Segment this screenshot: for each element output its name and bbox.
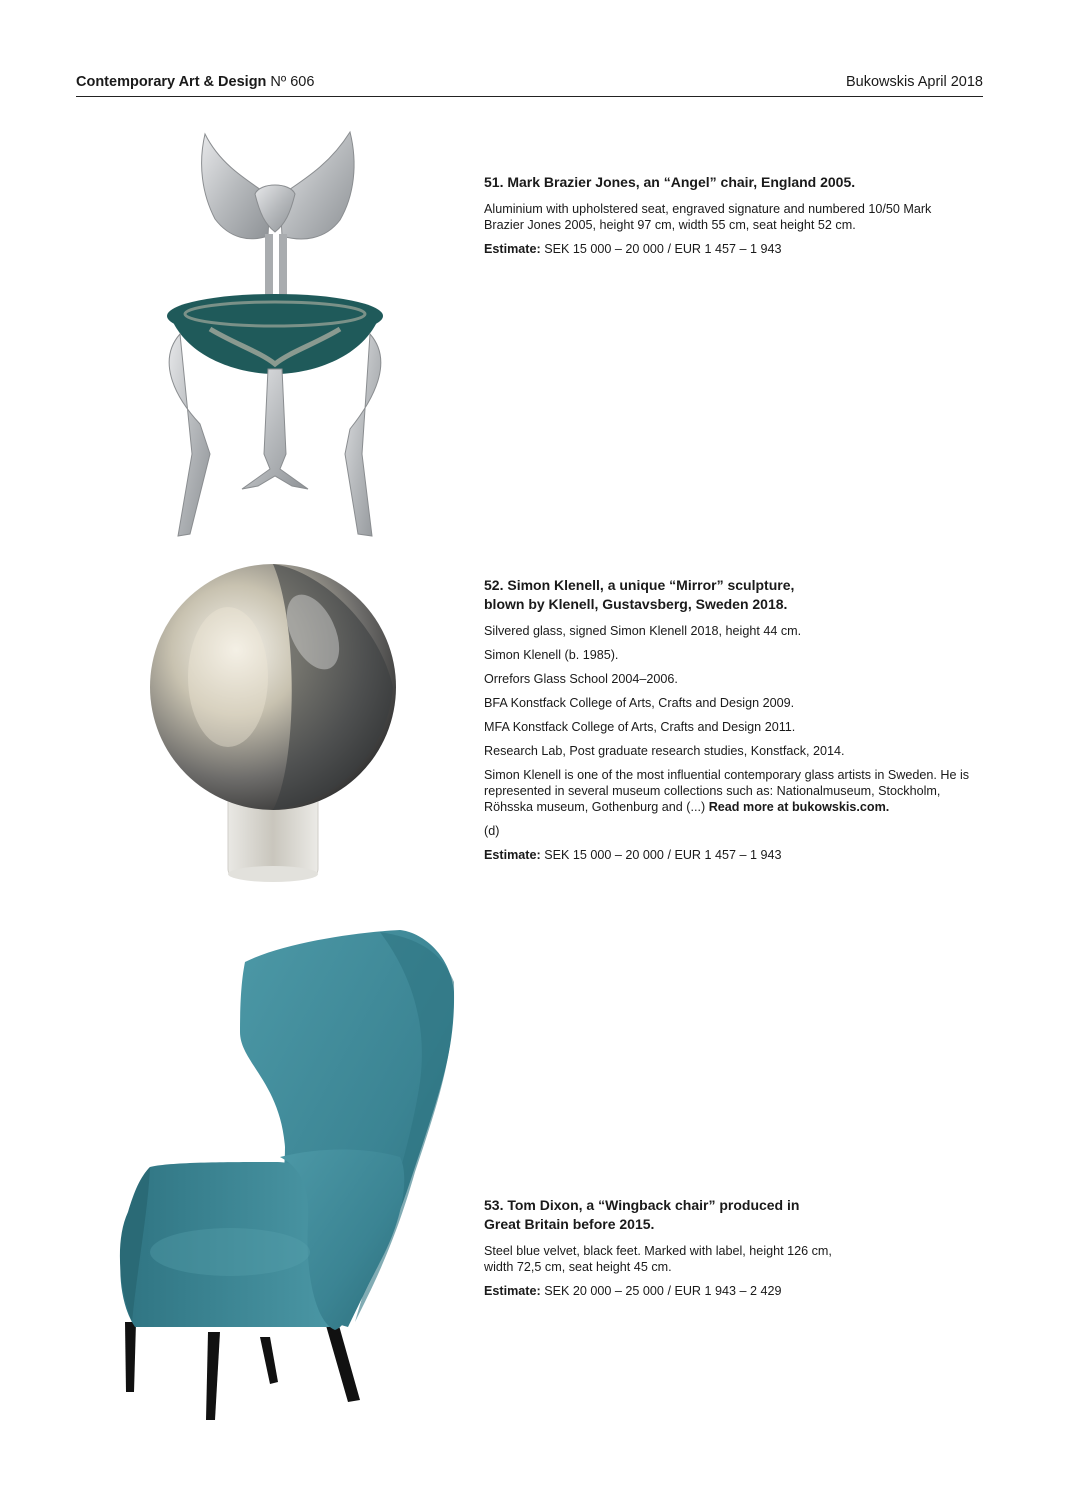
lot-53-description [484,1243,984,1275]
estimate-value: SEK 15 000 – 20 000 / EUR 1 457 – 1 943 [540,848,782,862]
mirror-sculpture-image [148,562,408,892]
lot-53-description-line-1: Steel blue velvet, black feet. Marked with label, height 126 cm, [484,1244,832,1258]
lot-51-estimate [484,241,984,257]
lot-51-title: 51. Mark Brazier Jones, an “Angel” chair, England 2005. [484,174,856,190]
estimate-value: SEK 15 000 – 20 000 / EUR 1 457 – 1 943 [540,242,782,256]
lot-53-title [484,1196,984,1234]
lot-53 [484,1196,984,1307]
angel-chair-image [150,124,400,544]
lot-51-description: Aluminium with upholstered seat, engraved signature and numbered 10/50 Mark Brazier Jones 2005, height 97 cm, width 55 cm, seat height 52 cm. [484,202,932,232]
lot-53-title-line-1: 53. Tom Dixon, a “Wingback chair” produced in [484,1197,800,1213]
biography-text: Simon Klenell is one of the most influential contemporary glass artists in Sweden. He is represented in several museum collections such as: Nationalmuseum, Stockholm, Röhsska museum, Gothenburg and (...) [484,768,970,814]
lot-53-estimate [484,1283,984,1299]
lot-52-description-line: Orrefors Glass School 2004–2006. [484,672,678,686]
lot-52-estimate [484,847,984,863]
estimate-label: Estimate: [484,848,541,862]
estimate-label: Estimate: [484,242,541,256]
publication-name: Contemporary Art & Design [76,74,267,90]
lot-52-note: (d) [484,824,500,838]
lot-52 [484,576,984,871]
auction-date: Bukowskis April 2018 [845,74,983,90]
lot-52-biography [484,767,984,815]
lot-53-description-line-2: width 72,5 cm, seat height 45 cm. [484,1260,672,1274]
lot-52-title-line-1: 52. Simon Klenell, a unique “Mirror” sculpture, [484,577,795,593]
lot-51 [484,173,984,265]
lot-52-description-line: BFA Konstfack College of Arts, Crafts and Design 2009. [484,696,795,710]
issue-number: Nº 606 [266,74,315,90]
lot-52-description-line: Simon Klenell (b. 1985). [484,648,619,662]
estimate-label: Estimate: [484,1284,541,1298]
lot-52-description-line: Research Lab, Post graduate research studies, Konstfack, 2014. [484,744,845,758]
publication-title [76,73,314,91]
estimate-value: SEK 20 000 – 25 000 / EUR 1 943 – 2 429 [540,1284,782,1298]
lot-52-description-line: Silvered glass, signed Simon Klenell 2018, height 44 cm. [484,624,802,638]
lot-52-description-line: MFA Konstfack College of Arts, Crafts and Design 2011. [484,720,796,734]
lot-52-title [484,576,984,614]
lot-52-title-line-2: blown by Klenell, Gustavsberg, Sweden 2018. [484,596,788,612]
page-header [76,72,983,97]
lot-53-title-line-2: Great Britain before 2015. [484,1216,655,1232]
read-more-link[interactable]: Read more at bukowskis.com. [708,800,890,814]
wingback-chair-image [110,922,460,1422]
